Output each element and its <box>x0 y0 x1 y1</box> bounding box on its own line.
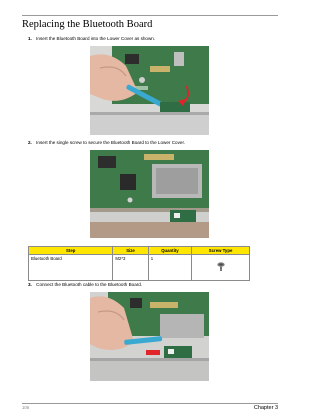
step-2-photo <box>90 150 209 238</box>
step-1-photo <box>90 46 209 135</box>
cell-size: M2*3 <box>113 255 148 281</box>
chapter-label: Chapter 3 <box>253 405 278 411</box>
column-header-size: Size <box>113 247 148 255</box>
step-3-photo <box>90 292 209 381</box>
step-text: Insert the single screw to secure the Bluetooth Board to the Lower Cover. <box>36 140 185 145</box>
step-3 <box>28 282 142 287</box>
step-number: 2. <box>28 140 32 145</box>
screw-table <box>28 246 250 281</box>
step-text: Connect the Bluetooth cable to the Bluetooth Board. <box>36 282 143 287</box>
cell-step: Bluetooth Board <box>29 255 113 281</box>
cell-quantity: 1 <box>148 255 191 281</box>
column-header-step: Step <box>29 247 113 255</box>
footer-rule <box>22 403 278 404</box>
column-header-screw-type: Screw Type <box>192 247 250 255</box>
screw-icon <box>217 262 225 272</box>
page-number: 106 <box>22 405 30 410</box>
cell-screw-type <box>192 255 250 281</box>
step-number: 3. <box>28 282 32 287</box>
step-text: Insert the Bluetooth Board into the Lower Cover as shown. <box>36 36 156 41</box>
step-number: 1. <box>28 36 32 41</box>
page-title: Replacing the Bluetooth Board <box>22 19 153 30</box>
step-2 <box>28 140 185 145</box>
bluetooth-cable-connect-image <box>90 292 209 381</box>
bluetooth-board-screw-image <box>90 150 209 238</box>
header-rule <box>22 15 278 16</box>
bluetooth-board-insert-image <box>90 46 209 135</box>
column-header-quantity: Quantity <box>148 247 191 255</box>
step-1 <box>28 36 155 41</box>
table-row <box>29 255 250 281</box>
